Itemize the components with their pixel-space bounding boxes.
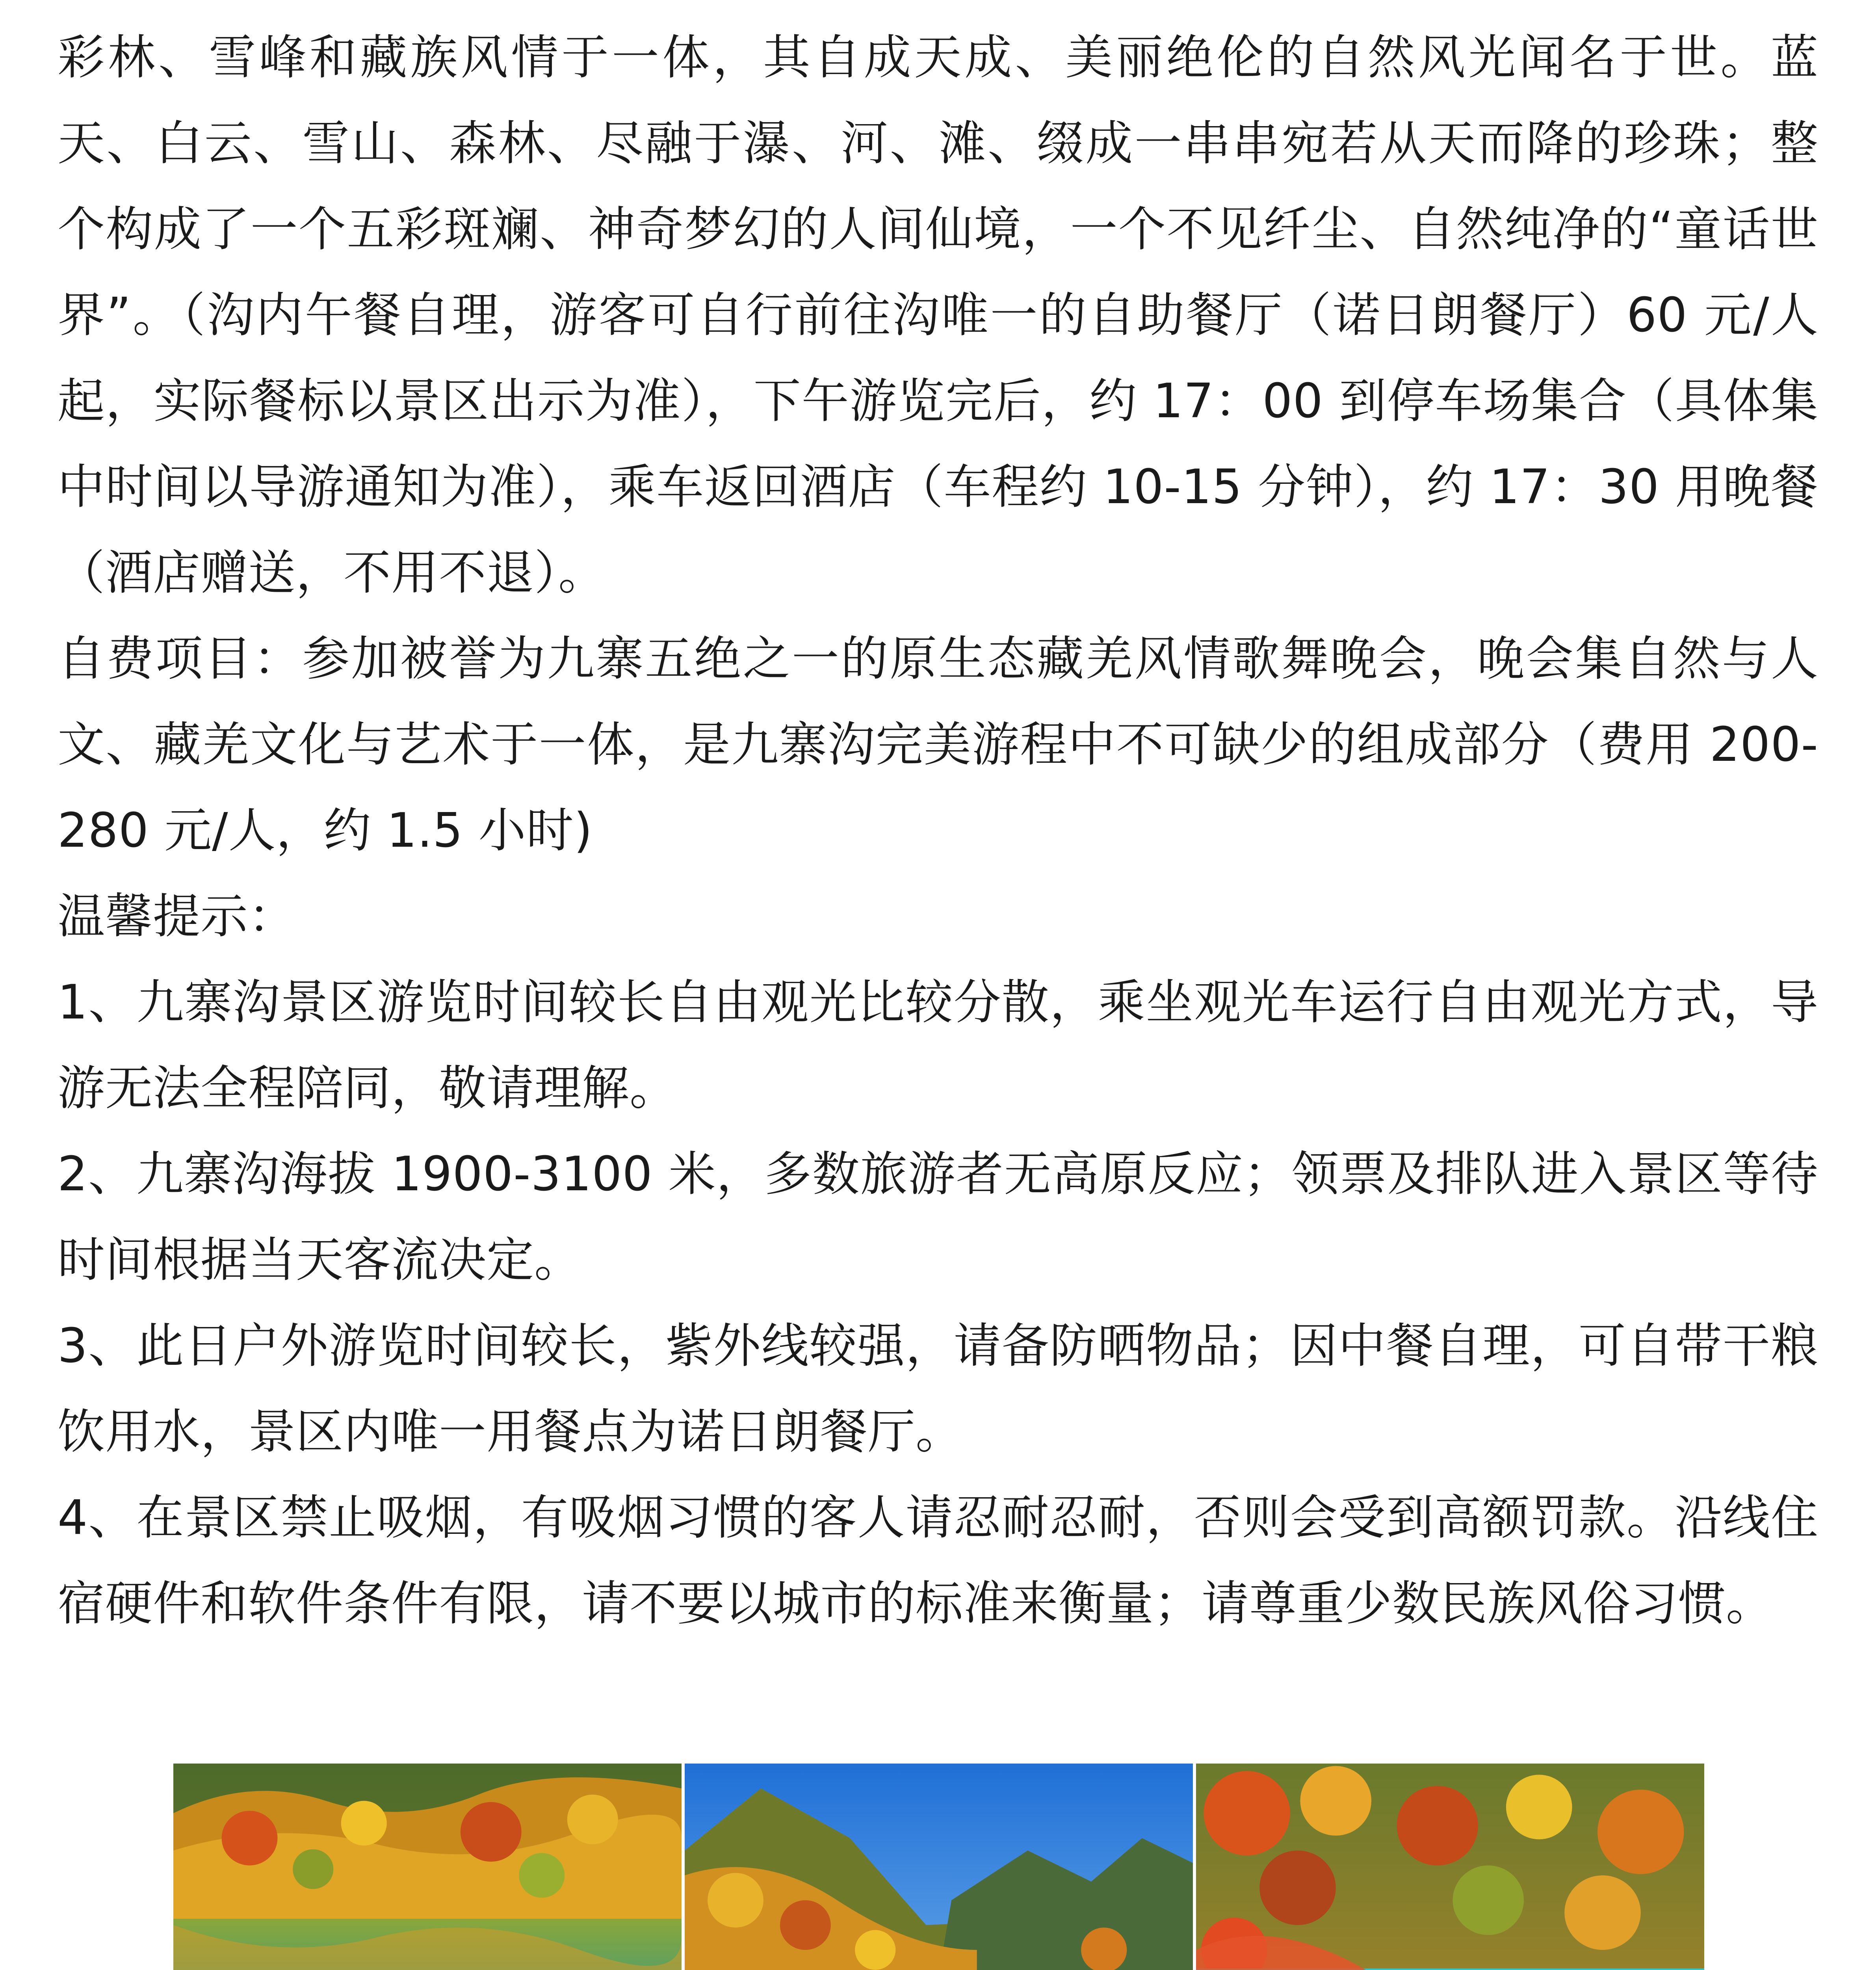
lake-reflection-photo — [173, 1764, 682, 1970]
red-leaves-pool-photo — [1196, 1764, 1704, 1970]
tip-item-1: 1、九寨沟景区游览时间较长自由观光比较分散，乘坐观光车运行自由观光方式，导游无法全程陪同，敬请理解。 — [58, 975, 1818, 1116]
tip-item-4: 4、在景区禁止吸烟，有吸烟习惯的客人请忍耐忍耐，否则会受到高额罚款。沿线住宿硬件和软件条件有限，请不要以城市的标准来衡量；请尊重少数民族风俗习惯。 — [58, 1491, 1818, 1631]
mountain-lake-photo — [685, 1764, 1193, 1970]
mountain-lake-image — [685, 1764, 1193, 1970]
red-leaves-pool-image — [1196, 1764, 1704, 1970]
tips-heading: 温馨提示： — [58, 889, 296, 944]
tip-item-3: 3、此日户外游览时间较长，紫外线较强，请备防晒物品；因中餐自理，可自带干粮饮用水，景区内唯一用餐点为诺日朗餐厅。 — [58, 1319, 1818, 1459]
paragraph-optional-show: 自费项目：参加被誉为九寨五绝之一的原生态藏羌风情歌舞晚会，晚会集自然与人文、藏羌文化与艺术于一体，是九寨沟完美游程中不可缺少的组成部分（费用 200-280 元/人，约 1.5 小时) — [58, 632, 1818, 858]
paragraph-scenery: 彩林、雪峰和藏族风情于一体，其自成天成、美丽绝伦的自然风光闻名于世。蓝天、白云、雪山、森林、尽融于瀑、河、滩、缀成一串串宛若从天而降的珍珠；整个构成了一个五彩斑斓、神奇梦幻的人间仙境，一个不见纤尘、自然纯净的“童话世界”。（沟内午餐自理，游客可自行前往沟唯一的自助餐厅（诺日朗餐厅）60 元/人起，实际餐标以景区出示为准），下午游览完后，约 17：00 到停车场集合（具体集中时间以导游通知为准），乘车返回酒店（车程约 10-15 分钟），约 17：30 用晚餐（酒店赠送，不用不退）。 — [58, 30, 1818, 600]
lake-reflection-image — [173, 1764, 682, 1970]
scenery-photo-strip — [173, 1764, 1704, 1970]
itinerary-body — [58, 15, 1818, 1647]
tip-item-2: 2、九寨沟海拔 1900-3100 米，多数旅游者无高原反应；领票及排队进入景区等待时间根据当天客流决定。 — [58, 1147, 1818, 1288]
